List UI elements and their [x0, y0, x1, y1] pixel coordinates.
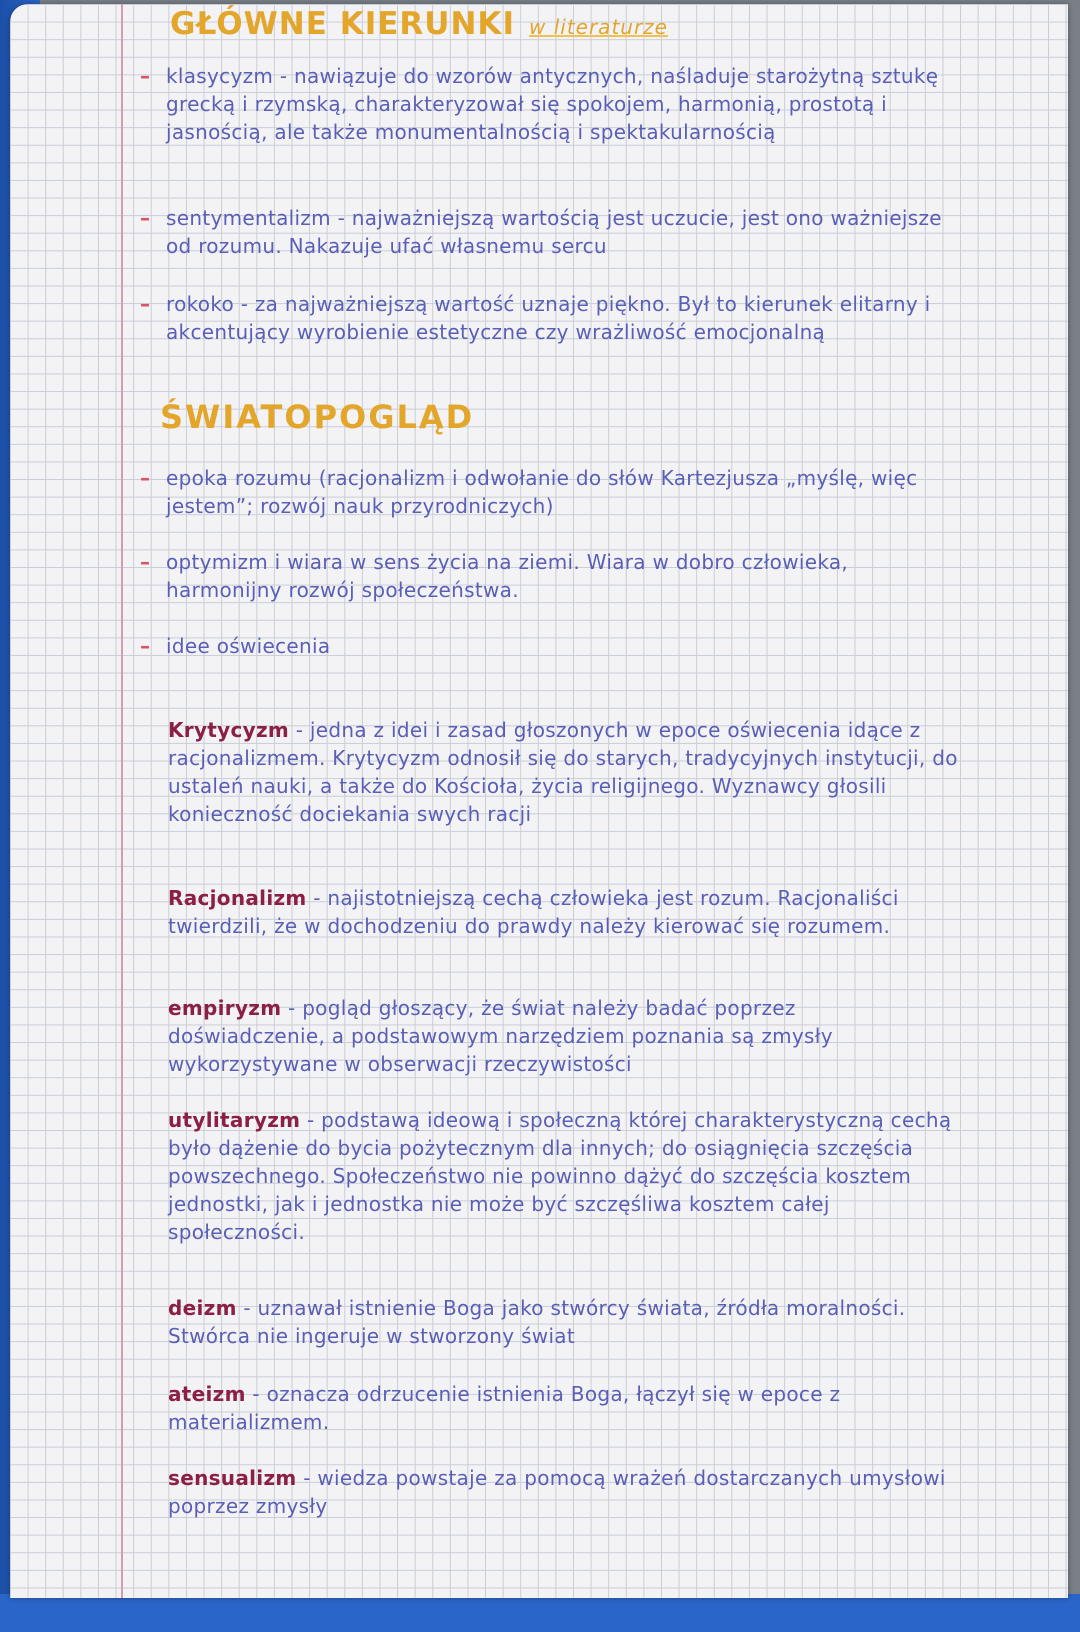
term-entry — [168, 1294, 958, 1350]
worldview-text: idee oświecenia — [166, 634, 331, 658]
term-entry — [168, 994, 958, 1078]
dash-marker: – — [140, 64, 151, 88]
list-item-direction — [140, 62, 942, 146]
binder-cover-bottom — [0, 1594, 1080, 1632]
term-definition: - podstawą ideową i społeczną której charakterystyczną cechą było dążenie do bycia pożytecznym dla innych; do osiągnięcia szczęścia powszechnego. Społeczeństwo nie powinno dążyć do szczęścia kosztem jednostki, jak i jednostka nie może być szczęśliwa kosztem całej społeczności. — [168, 1108, 952, 1244]
dash-marker: – — [140, 292, 151, 316]
margin-line — [121, 4, 123, 1598]
term-definition: - oznacza odrzucenie istnienia Boga, łączył się w epoce z materializmem. — [168, 1382, 841, 1434]
worldview-text: optymizm i wiara w sens życia na ziemi. Wiara w dobro człowieka, harmonijny rozwój społeczeństwa. — [166, 550, 849, 602]
dash-marker: – — [140, 466, 151, 490]
direction-text: sentymentalizm - najważniejszą wartością jest uczucie, jest ono ważniejsze od rozumu. Nakazuje ufać własnemu sercu — [166, 206, 942, 258]
dash-marker: – — [140, 550, 151, 574]
term-name: Krytycyzm — [168, 718, 290, 742]
term-name: sensualizm — [168, 1466, 297, 1490]
term-entry — [168, 1106, 958, 1246]
term-entry — [168, 1380, 958, 1436]
term-name: deizm — [168, 1296, 237, 1320]
worldview-text: epoka rozumu (racjonalizm i odwołanie do słów Kartezjusza „myślę, więc jestem”; rozwój nauk przyrodniczych) — [166, 466, 918, 518]
term-definition: - najistotniejszą cechą człowieka jest rozum. Racjonaliści twierdzili, że w dochodzeniu do prawdy należy kierować się rozumem. — [168, 886, 899, 938]
term-entry — [168, 716, 958, 828]
term-entry — [168, 884, 958, 940]
term-name: empiryzm — [168, 996, 282, 1020]
notebook-page — [10, 4, 1068, 1598]
list-item-worldview — [140, 632, 942, 660]
term-definition: - uznawał istnienie Boga jako stwórcy świata, źródła moralności. Stwórca nie ingeruje w stworzony świat — [168, 1296, 906, 1348]
term-definition: - jedna z idei i zasad głoszonych w epoce oświecenia idące z racjonalizmem. Krytycyzm odnosił się do starych, tradycyjnych instytucji, do ustaleń nauki, a także do Kościoła, życia religijnego. Wyznawcy głosili konieczność dociekania swych racji — [168, 718, 958, 826]
term-name: ateizm — [168, 1382, 246, 1406]
term-definition: - pogląd głoszący, że świat należy badać poprzez doświadczenie, a podstawowym narzędziem poznania są zmysły wykorzystywane w obserwacji rzeczywistości — [168, 996, 833, 1076]
heading-main-directions-subtitle: w literaturze — [528, 15, 668, 39]
dash-marker: – — [140, 206, 151, 230]
direction-text: rokoko - za najważniejszą wartość uznaje piękno. Był to kierunek elitarny i akcentujący wyrobienie estetyczne czy wrażliwość emocjonalną — [166, 292, 931, 344]
direction-text: klasycyzm - nawiązuje do wzorów antycznych, naśladuje starożytną sztukę grecką i rzymską, charakteryzował się spokojem, harmonią, prostotą i jasnością, ale także monumentalnością i spektakularnością — [166, 64, 939, 144]
term-definition: - wiedza powstaje za pomocą wrażeń dostarczanych umysłowi poprzez zmysły — [168, 1466, 946, 1518]
list-item-direction — [140, 290, 942, 346]
heading-main-directions — [170, 6, 668, 42]
term-name: utylitaryzm — [168, 1108, 301, 1132]
heading-main-directions-title: GŁÓWNE KIERUNKI — [170, 6, 515, 42]
list-item-worldview — [140, 464, 942, 520]
term-name: Racjonalizm — [168, 886, 307, 910]
heading-worldview: ŚWIATOPOGLĄD — [160, 398, 475, 436]
list-item-direction — [140, 204, 942, 260]
list-item-worldview — [140, 548, 942, 604]
dash-marker: – — [140, 634, 151, 658]
term-entry — [168, 1464, 958, 1520]
